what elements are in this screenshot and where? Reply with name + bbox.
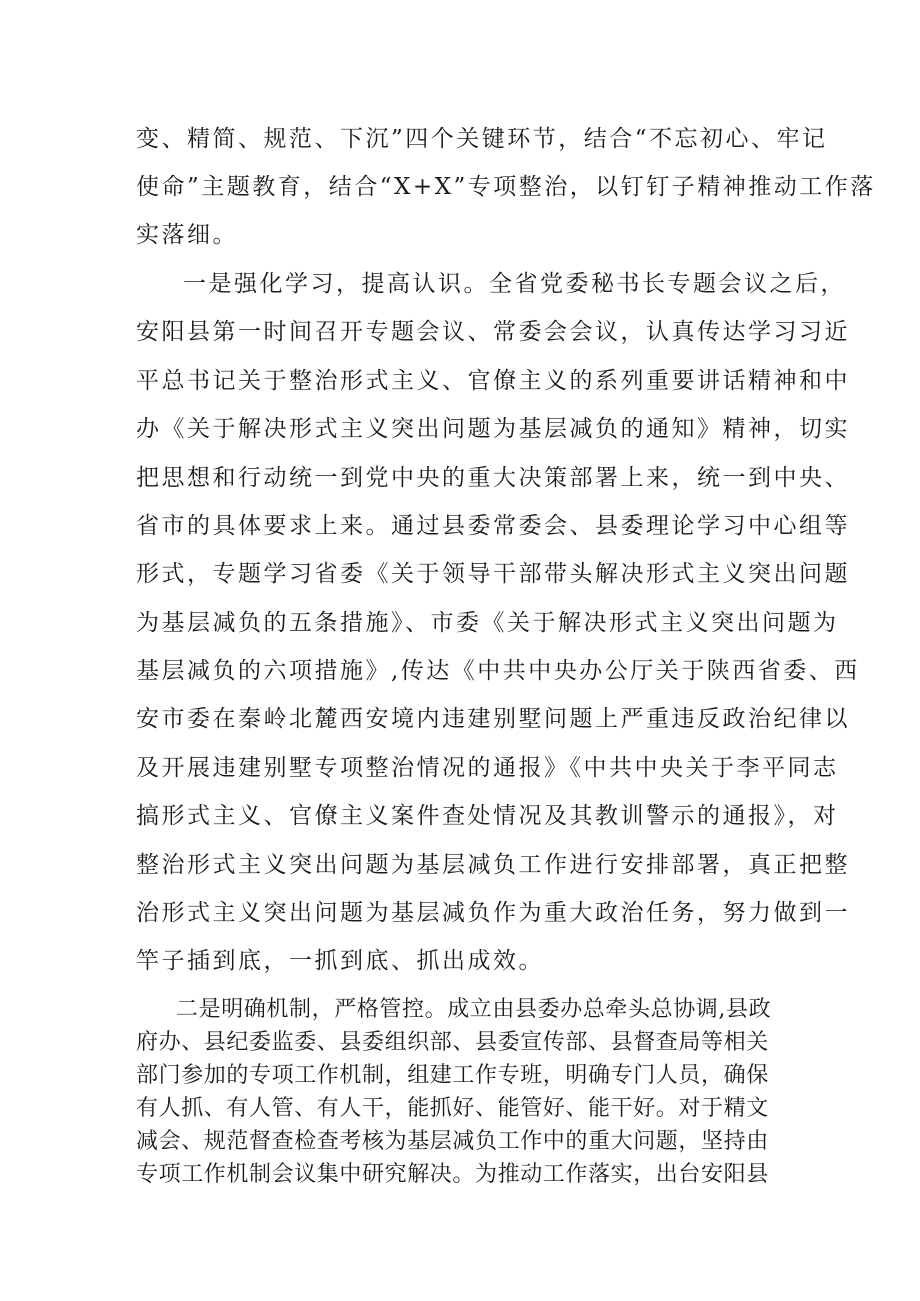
text-line: 省市的具体要求上来。通过县委常委会、县委理论学习中心组等 [136, 513, 850, 539]
text-line: 府办、县纪委监委、县委组织部、县委宣传部、县督查局等相关 [136, 1030, 769, 1055]
text-line: 使命”主题教育，结合“X+X”专项整治，以钉钉子精神推动工作落 [136, 174, 876, 200]
text-line: 形式，专题学习省委《关于领导干部带头解决形式主义突出问题 [136, 561, 850, 587]
text-line: 搞形式主义、官僚主义案件查处情况及其教训警示的通报》，对 [136, 803, 839, 829]
text-line: 办《关于解决形式主义突出问题为基层减负的通知》精神，切实 [136, 416, 850, 442]
text-line: 安市委在秦岭北麓西安境内违建别墅问题上严重违反政治纪律以 [136, 706, 850, 732]
text-line: 整治形式主义突出问题为基层减负工作进行安排部署，真正把整 [136, 852, 850, 878]
text-line: 及开展违建别墅专项整治情况的通报》《中共中央关于李平同志 [136, 755, 839, 781]
text-line: 实落细。 [136, 222, 238, 248]
text-line: 为基层减负的五条措施》、市委《关于解决形式主义突出问题为 [136, 610, 839, 636]
text-line: 减会、规范督查检查考核为基层减负工作中的重大问题，坚持由 [136, 1129, 769, 1154]
text-line: 变、精简、规范、下沉”四个关键环节，结合“不忘初心、牢记 [136, 126, 828, 152]
text-line: 基层减负的六项措施》,传达《中共中央办公厅关于陕西省委、西 [136, 658, 860, 684]
text-line: 治形式主义突出问题为基层减负作为重大政治任务，努力做到一 [136, 900, 850, 926]
text-line: 有人抓、有人管、有人干，能抓好、能管好、能干好。对于精文 [136, 1096, 769, 1121]
text-line: 专项工作机制会议集中研究解决。为推动工作落实，出台安阳县 [136, 1162, 769, 1187]
text-line: 二是明确机制，严格管控。成立由县委办总牵头总协调,县政 [176, 997, 772, 1022]
text-line: 把思想和行动统一到党中央的重大决策部署上来，统一到中央、 [136, 465, 850, 491]
text-line: 平总书记关于整治形式主义、官僚主义的系列重要讲话精神和中 [136, 368, 850, 394]
text-line: 部门参加的专项工作机制，组建工作专班，明确专门人员，确保 [136, 1063, 769, 1088]
text-line: 竿子插到底，一抓到底、抓出成效。 [136, 948, 544, 974]
text-line: 一是强化学习，提高认识。全省党委秘书长专题会议之后， [183, 271, 846, 297]
text-line: 安阳县第一时间召开专题会议、常委会会议，认真传达学习习近 [136, 319, 850, 345]
